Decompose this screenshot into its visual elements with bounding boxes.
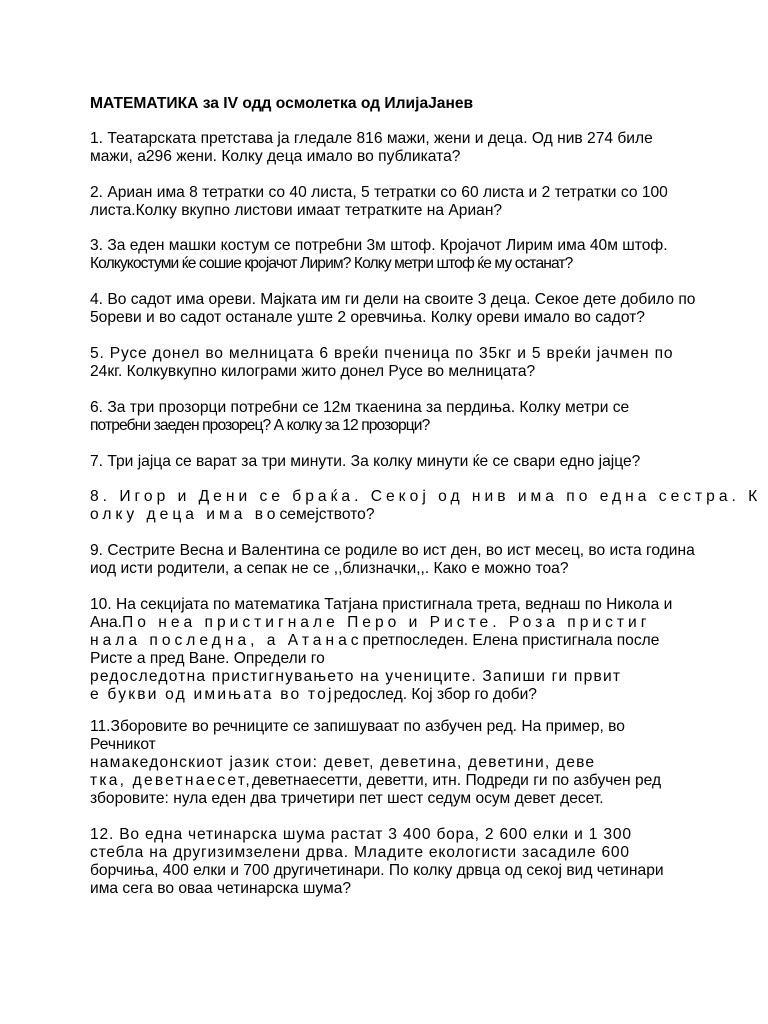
problem-line: 7. Три јајца се варат за три минути. За колку минути ќе се свари едно јајце? xyxy=(90,453,641,470)
problem-line: 9. Сестрите Весна и Валентина се родиле во ист ден, во ист месец, во иста година xyxy=(90,542,695,559)
problem-line: нала последна, а Атанас xyxy=(90,632,363,649)
problem-line: листа.Колку вкупно листови имаат тетратките на Ариан? xyxy=(90,202,503,219)
problem-line: 1. Театарската претстава ја гледале 816 мажи, жени и деца. Од нив 274 биле xyxy=(90,130,653,147)
problem-10 xyxy=(90,596,690,704)
problem-line: Речникот xyxy=(90,736,156,753)
problem-line: Колкукостуми ќе сошие кројачот Лирим? Колку метри штоф ќе му останат? xyxy=(90,255,573,272)
problem-11 xyxy=(90,718,690,808)
problem-line: 3. За еден машки костум се потребни 3м штоф. Кројачот Лирим има 40м штоф. xyxy=(90,237,668,254)
problem-line: потребни заеден прозорец? А колку за 12 прозорци? xyxy=(90,417,430,434)
problem-line: 4. Во садот има ореви. Мајката им ги дели на своите 3 деца. Секое дете добило по xyxy=(90,291,696,308)
problem-9 xyxy=(90,542,695,578)
problem-line: семејството? xyxy=(279,506,375,523)
problem-line: стебла на другизимзелени дрва. Младите екологисти засадиле 600 xyxy=(90,844,630,861)
problem-line: мажи, а296 жени. Колку деца имало во публиката? xyxy=(90,148,461,165)
problem-6 xyxy=(90,399,690,435)
problem-line: редоследотна пристигнувањето на учениците. Запиши ги првит xyxy=(90,668,622,685)
problem-line: борчиња, 400 елки и 700 другичетинари. По колку дрвца од секој вид четинари xyxy=(90,862,664,879)
problem-line: 5. Русе донел во мелницата 6 вреќи пченица по 35кг и 5 вреќи јачмен по xyxy=(90,345,674,362)
problem-line: е букви од имињата во тој xyxy=(90,686,334,703)
problem-line: зборовите: нула еден два тричетири пет шест седум осум девет десет. xyxy=(90,790,604,807)
problem-line: претпоследен. Елена пристигнала после xyxy=(362,632,660,649)
document-title: МАТЕМАТИКА за IV одд осмолетка од ИлијаЈанев xyxy=(90,95,474,112)
problem-line: 10. На секцијата по математика Татјана пристигнала трета, веднаш по Никола и xyxy=(90,596,673,613)
problem-line: 8. Игор и Дени се браќа. Секој од нив има по една сестра. К xyxy=(90,488,762,505)
problem-7 xyxy=(90,453,690,471)
problem-line: По неа пристигнале Перо и Ристе. Роза пристиг xyxy=(122,614,651,631)
problem-line: иод исти родители, а сепак не се ,,близначки,,. Како е можно тоа? xyxy=(90,560,569,577)
problem-line: има сега во оваа четинарска шума? xyxy=(90,880,352,897)
problem-line: олку деца има во xyxy=(90,506,280,523)
problem-2 xyxy=(90,184,690,220)
problem-line: Ристе а пред Ване. Определи го xyxy=(90,650,325,667)
problem-4 xyxy=(90,291,696,327)
problem-line: тка, деветнаесет, xyxy=(90,772,252,789)
problem-12 xyxy=(90,826,690,898)
problem-line: 2. Ариан има 8 тетратки со 40 листа, 5 тетратки со 60 листа и 2 тетратки со 100 xyxy=(90,184,668,201)
problem-line: деветнаесетти, деветти, итн. Подреди ги по азбучен ред xyxy=(251,772,662,789)
problem-line: редослед. Кој збор го доби? xyxy=(333,686,537,703)
problem-3 xyxy=(90,237,690,273)
problem-line: Ана. xyxy=(90,614,123,631)
problem-1 xyxy=(90,130,690,166)
problem-line: 6. За три прозорци потребни се 12м ткаенина за пердиња. Колку метри се xyxy=(90,399,630,416)
problem-line: 24кг. Колкувкупно килограми жито донел Русе во мелницата? xyxy=(90,363,536,380)
problem-8 xyxy=(90,488,762,524)
problem-line: 12. Во една четинарска шума растат 3 400 бора, 2 600 елки и 1 300 xyxy=(90,826,632,843)
problem-line: 11.Зборовите во речниците се запишуваат по азбучен ред. На пример, во xyxy=(90,718,625,735)
problem-line: намакедонскиот јазик стои: девет, деветина, деветини, деве xyxy=(90,754,596,771)
problem-5 xyxy=(90,345,690,381)
problem-line: 5ореви и во садот останале уште 2 оревчиња. Колку ореви имало во садот? xyxy=(90,309,645,326)
